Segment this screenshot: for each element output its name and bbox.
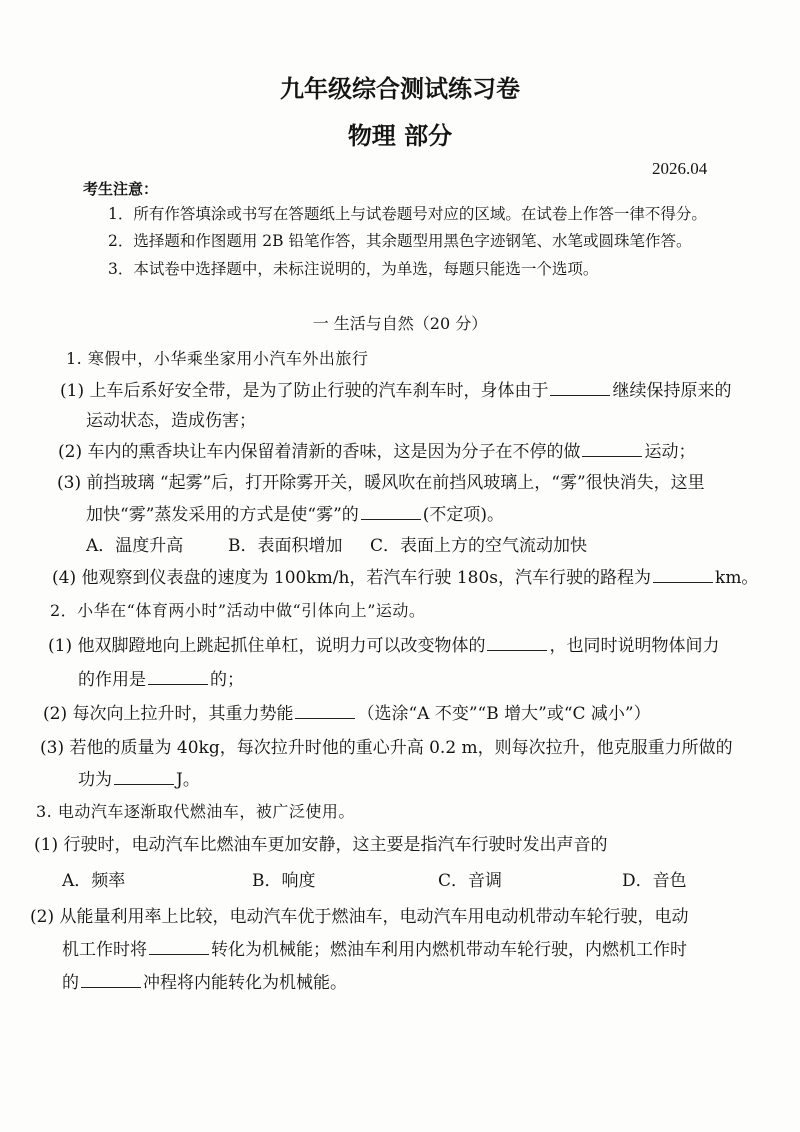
q1-part-3-answer-blank <box>361 505 421 520</box>
q1-part-1-text-b: 继续保持原来的 <box>612 381 732 401</box>
q2-part-3-text-b: J。 <box>176 770 200 790</box>
q2-part-2-line <box>43 703 651 725</box>
q2-part-1-text-b: ，也同时说明物体间力 <box>549 636 720 656</box>
q2-part-1-text-c: 的作用是 <box>78 670 146 690</box>
q3-part-2-line-1: (2) 从能量利用率上比较，电动汽车优于燃油车，电动汽车用电动机带动车轮行驶，电动 <box>30 907 689 927</box>
q2-part-3-answer-blank <box>114 770 174 785</box>
q2-part-2-text-b: （选涂“A 不变”“B 增大”或“C 减小”） <box>357 704 651 724</box>
q2-part-2-answer-blank <box>295 704 355 719</box>
q1-part-4-text-a: (4) 他观察到仪表盘的速度为 100km/h，若汽车行驶 180s，汽车行驶的路程为 <box>52 568 652 588</box>
q1-part-2-line <box>58 441 695 463</box>
q3-part-2-text-b: 转化为机械能；燃油车利用内燃机带动车轮行驶，内燃机工作时 <box>211 940 687 960</box>
q3-part-2-line-2 <box>62 939 687 961</box>
q2-part-1-text-a: (1) 他双脚蹬地向上跳起抓住单杠，说明力可以改变物体的 <box>48 636 486 656</box>
page-subtitle: 物理 部分 <box>347 121 453 150</box>
notice-item-3: 3．本试卷中选择题中，未标注说明的，为单选，每题只能选一个选项。 <box>108 260 599 278</box>
q2-part-1-line-1 <box>48 635 719 657</box>
question-1-stem: 1. 寒假中，小华乘坐家用小汽车外出旅行 <box>66 349 369 368</box>
q3-part-2-text-c: 的 <box>62 973 79 993</box>
q3-part-2-answer-blank-2 <box>81 973 141 988</box>
q1-part-3-line-2 <box>86 504 504 526</box>
exam-date: 2026.04 <box>652 159 708 178</box>
section-title: 一 生活与自然（20 分） <box>312 314 488 333</box>
q1-part-2-answer-blank <box>582 442 642 457</box>
q3-part-1-line: (1) 行驶时，电动汽车比燃油车更加安静，这主要是指汽车行驶时发出声音的 <box>34 835 608 855</box>
q3-part-1-option-a: A．频率 <box>62 871 126 891</box>
q1-part-3-text-a: 加快“雾”蒸发采用的方式是使“雾”的 <box>86 505 359 525</box>
q3-part-1-option-b: B．响度 <box>252 871 316 891</box>
q1-part-3-option-c: C．表面上方的空气流动加快 <box>370 536 588 556</box>
q1-part-2-text-b: 运动； <box>644 442 696 462</box>
q1-part-1-answer-blank <box>550 381 610 396</box>
q3-part-2-text-d: 冲程将内能转化为机械能。 <box>143 973 347 993</box>
question-2-stem: 2．小华在“体育两小时”活动中做“引体向上”运动。 <box>50 601 426 620</box>
q1-part-4-line <box>52 567 758 589</box>
q3-part-2-line-3 <box>62 972 347 994</box>
q2-part-1-answer-blank-2 <box>148 670 208 685</box>
q1-part-3-line-1: (3) 前挡玻璃 “起雾”后，打开除雾开关，暖风吹在前挡风玻璃上，“雾”很快消失，这里 <box>57 473 705 493</box>
q2-part-1-line-2 <box>78 669 244 691</box>
q3-part-1-option-d: D．音色 <box>622 871 687 891</box>
q1-part-1-text-a: (1) 上车后系好安全带，是为了防止行驶的汽车刹车时，身体由于 <box>60 381 549 401</box>
q2-part-2-text-a: (2) 每次向上拉升时，其重力势能 <box>43 704 294 724</box>
q2-part-3-line-1: (3) 若他的质量为 40kg，每次拉升时他的重心升高 0.2 m，则每次拉升，他克服重力所做的 <box>40 738 733 758</box>
q1-part-4-answer-blank <box>653 568 713 583</box>
q1-part-1-line-1 <box>60 380 731 402</box>
q2-part-1-answer-blank-1 <box>487 636 547 651</box>
q2-part-3-text-a: 功为 <box>78 770 112 790</box>
page-title: 九年级综合测试练习卷 <box>280 74 520 103</box>
q1-part-4-text-b: km。 <box>715 568 759 588</box>
q3-part-2-text-a: 机工作时将 <box>62 940 147 960</box>
q1-part-1-line-2: 运动状态，造成伤害； <box>86 411 256 431</box>
q1-part-3-option-b: B．表面积增加 <box>228 536 343 556</box>
notice-item-2: 2．选择题和作图题用 2B 铅笔作答，其余题型用黑色字迹钢笔、水笔或圆珠笔作答。 <box>108 232 692 250</box>
q1-part-3-option-a: A．温度升高 <box>86 536 184 556</box>
q2-part-3-line-2 <box>78 769 200 791</box>
q2-part-1-text-d: 的； <box>210 670 244 690</box>
q3-part-2-answer-blank-1 <box>149 940 209 955</box>
q1-part-3-text-b: (不定项)。 <box>422 505 505 525</box>
notice-heading: 考生注意： <box>83 180 159 198</box>
q3-part-1-option-c: C．音调 <box>438 871 503 891</box>
question-3-stem: 3. 电动汽车逐渐取代燃油车，被广泛使用。 <box>36 802 355 821</box>
q1-part-2-text-a: (2) 车内的熏香块让车内保留着清新的香味，这是因为分子在不停的做 <box>58 442 581 462</box>
notice-item-1: 1．所有作答填涂或书写在答题纸上与试卷题号对应的区域。在试卷上作答一律不得分。 <box>108 205 707 223</box>
